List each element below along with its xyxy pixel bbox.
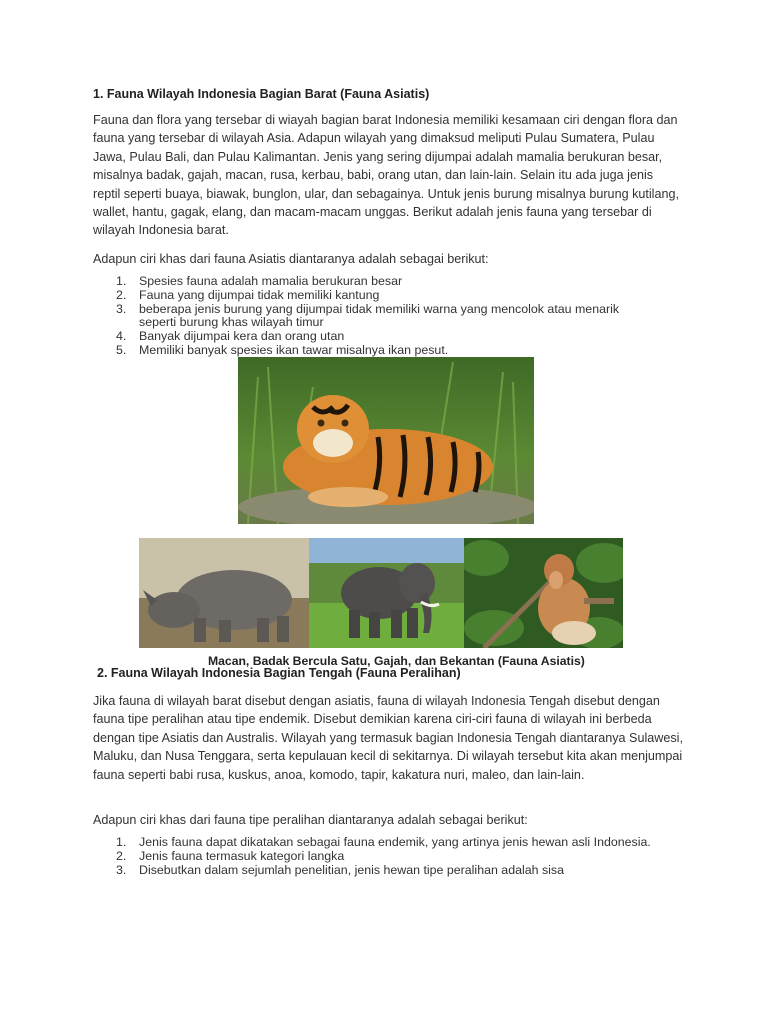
section-1-paragraph: Fauna dan flora yang tersebar di wiayah bagian barat Indonesia memiliki kesamaan ciri dengan flora dan fauna yang tersebar di wilayah Asia. Adapun wilayah yang dimaksud meliputi Pulau Sumatera, Pulau Jawa, Pulau Bali, dan Pulau Kalimantan. Jenis yang sering dijumpai adalah mamalia berukuran besar, misalnya badak, gajah, macan, rusa, kerbau, babi, orang utan, dan lain-lain. Selain itu ada juga jenis reptil seperti buaya, biawak, bunglon, ular, dan sebagainya. Untuk jenis burung misalnya burung kutilang, wallet, hantu, gagak, elang, dan macam-macam unggas. Berikut adalah jenis fauna yang tersebar di wilayah Indonesia barat. (93, 113, 679, 238)
section-1-list-intro: Adapun ciri khas dari fauna Asiatis diantaranya adalah sebagai berikut: (93, 252, 489, 266)
list-item: 3. beberapa jenis burung yang dijumpai tidak memiliki warna yang mencolok atau menarik seperti burung khas wilayah timur (116, 301, 620, 330)
list-item: 1. Spesies fauna adalah mamalia berukuran besar (116, 274, 403, 288)
elephant-image (309, 538, 464, 648)
elephant-photo (309, 538, 464, 648)
list-item: 2. Fauna yang dijumpai tidak memiliki kantung (116, 287, 380, 302)
section-2-heading: 2. Fauna Wilayah Indonesia Bagian Tengah (Fauna Peralihan) (97, 666, 461, 680)
list-item: 5. Memiliki banyak spesies ikan tawar misalnya ikan pesut. (116, 342, 449, 357)
tiger-photo (238, 357, 534, 524)
proboscis-monkey-photo (464, 538, 623, 648)
section-1-heading: 1. Fauna Wilayah Indonesia Bagian Barat (Fauna Asiatis) (93, 87, 430, 101)
rhino-photo (139, 538, 309, 648)
list-item: 2. Jenis fauna termasuk kategori langka (116, 848, 345, 863)
list-item: 4. Banyak dijumpai kera dan orang utan (116, 329, 345, 344)
tiger-image (238, 357, 534, 524)
section-2-list-intro: Adapun ciri khas dari fauna tipe peralihan diantaranya adalah sebagai berikut: (93, 813, 528, 827)
list-item: 1. Jenis fauna dapat dikatakan sebagai fauna endemik, yang artinya jenis hewan asli Indonesia. (116, 835, 651, 849)
list-item: 3. Disebutkan dalam sejumlah penelitian, jenis hewan tipe peralihan adalah sisa (116, 862, 564, 877)
section-1-list (93, 275, 683, 358)
rhino-image (139, 538, 309, 648)
section-2-list (93, 836, 683, 877)
proboscis-monkey-image (464, 538, 623, 648)
image-caption: Macan, Badak Bercula Satu, Gajah, dan Bekantan (Fauna Asiatis) (208, 654, 585, 668)
section-2-paragraph: Jika fauna di wilayah barat disebut dengan asiatis, fauna di wilayah Indonesia Tengah disebut dengan fauna tipe peralihan atau tipe endemik. Disebut demikian karena ciri-ciri fauna di wilayah ini berbeda dengan tipe Asiatis dan Australis. Wilayah yang termasuk bagian Indonesia Tengah diantaranya Sulawesi, Maluku, dan Nusa Tenggara, serta kepulauan kecil di sekitarnya. Di wilayah tersebut kita akan menjumpai fauna seperti babi rusa, kuskus, anoa, komodo, tapir, kakatura nuri, maleo, dan lain-lain. (93, 694, 683, 782)
